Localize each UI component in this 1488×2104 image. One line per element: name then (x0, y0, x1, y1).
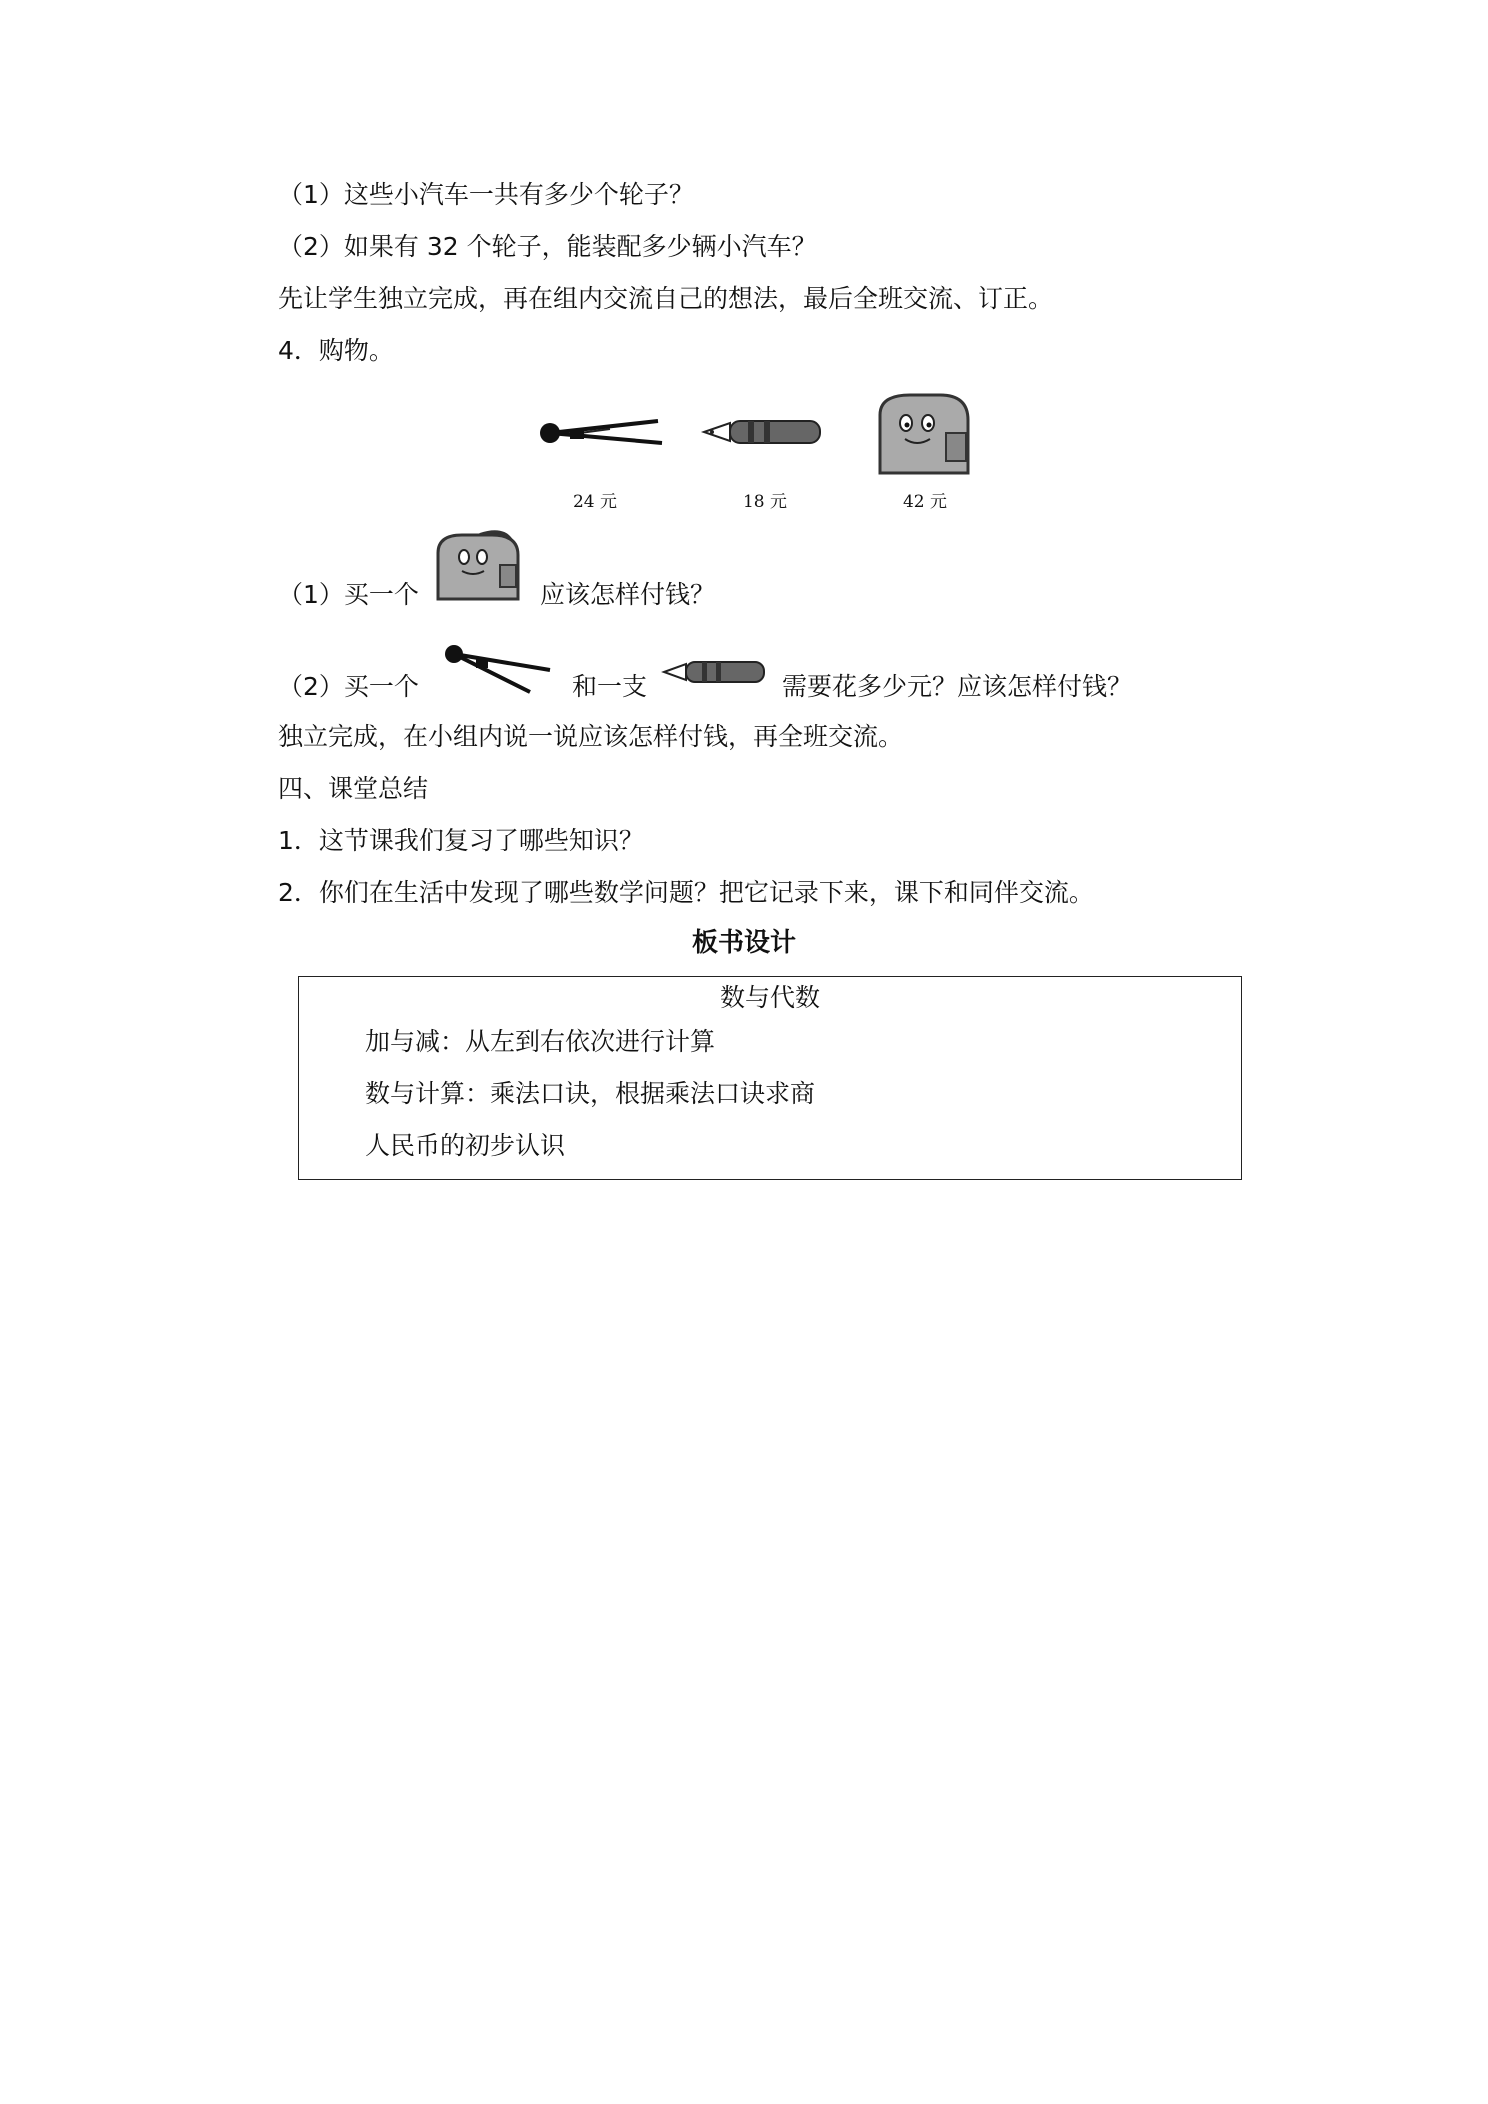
board-title: 数与代数 (719, 983, 820, 1012)
backpack-icon (850, 385, 1000, 485)
product-backpack (850, 385, 1000, 515)
board-item: 人民币的初步认识 (365, 1131, 566, 1160)
product-pen (690, 385, 840, 515)
section-4-heading: 四、课堂总结 (278, 774, 429, 803)
summary-item-2: 2．你们在生活中发现了哪些数学问题？把它记录下来，课下和同伴交流。 (278, 878, 1094, 907)
buy-question-1-prefix: （1）买一个 (278, 580, 419, 609)
price-backpack: 42 元 (902, 492, 948, 512)
shopping-heading: 4．购物。 (278, 336, 394, 365)
instruction-2: 独立完成，在小组内说一说应该怎样付钱，再全班交流。 (278, 722, 904, 751)
product-compass (520, 385, 670, 515)
instruction-1: 先让学生独立完成，再在组内交流自己的想法，最后全班交流、订正。 (278, 284, 1054, 313)
buy-question-2-prefix: （2）买一个 (278, 672, 419, 701)
compass-icon (430, 630, 560, 700)
summary-item-1: 1．这节课我们复习了哪些知识？ (278, 826, 644, 855)
board-item: 加与减：从左到右依次进行计算 (365, 1027, 716, 1056)
price-pen: 18 元 (742, 492, 788, 512)
question-2: （2）如果有 32 个轮子，能装配多少辆小汽车？ (278, 232, 817, 261)
backpack-icon (430, 525, 530, 605)
board-design-box (298, 976, 1242, 1180)
pen-icon (690, 385, 840, 475)
board-design-heading: 板书设计 (691, 928, 796, 958)
price-compass: 24 元 (572, 492, 618, 512)
buy-question-2-suffix: 需要花多少元？应该怎样付钱？ (782, 672, 1133, 701)
buy-question-2-middle: 和一支 (572, 672, 648, 701)
product-row (520, 385, 1000, 515)
question-1: （1）这些小汽车一共有多少个轮子？ (278, 180, 694, 209)
buy-question-1-suffix: 应该怎样付钱？ (540, 580, 716, 609)
board-item: 数与计算：乘法口诀，根据乘法口诀求商 (365, 1079, 816, 1108)
pen-icon (660, 654, 770, 690)
compass-icon (520, 385, 670, 475)
